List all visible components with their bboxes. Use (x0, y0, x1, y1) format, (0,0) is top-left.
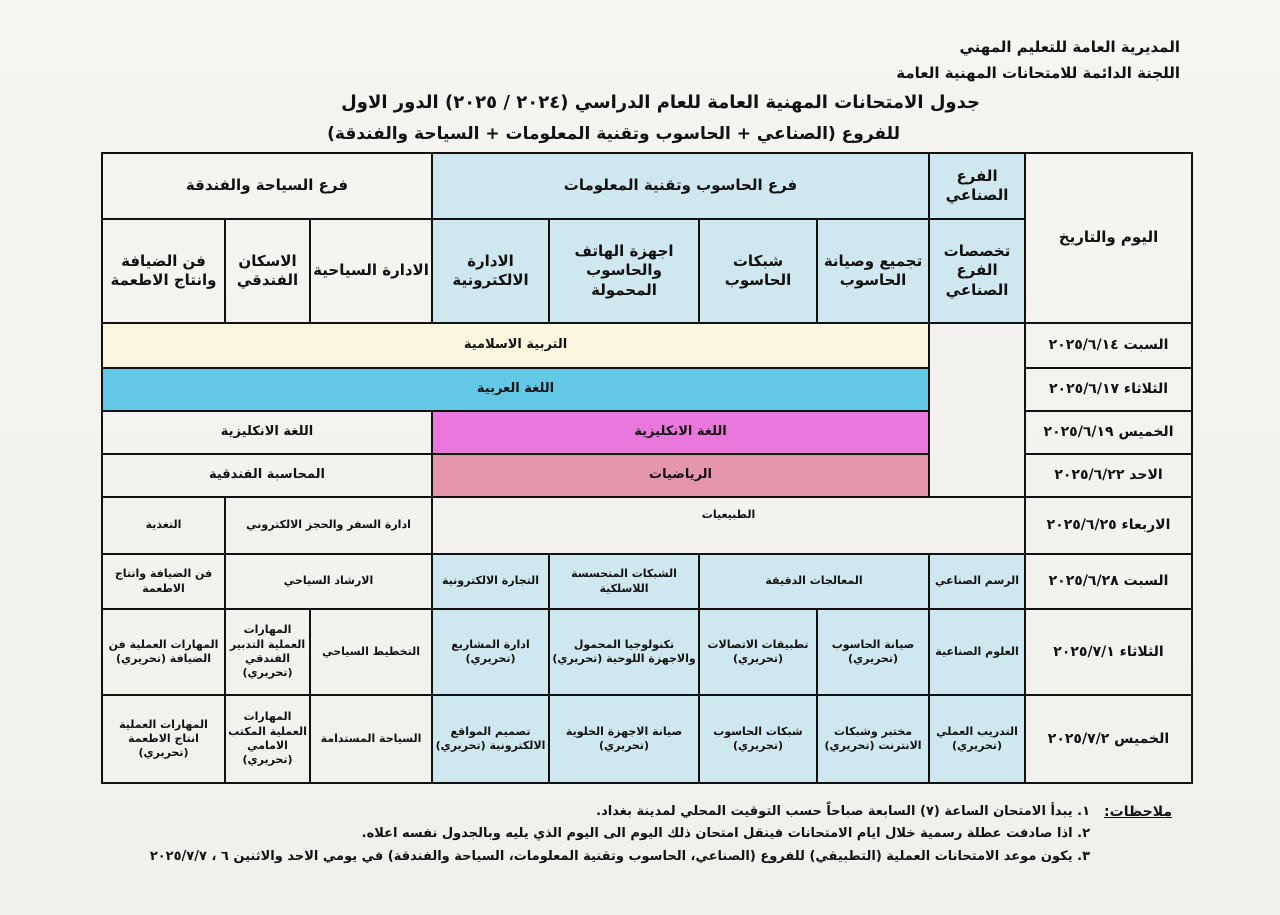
exam-subject: اللغة العربية (102, 368, 929, 411)
exam-subject: الارشاد السياحي (225, 554, 432, 609)
exam-subject: الشبكات المتحسسة اللاسلكية (549, 554, 699, 609)
exam-schedule-table (101, 152, 1193, 784)
exam-subject: المهارات العملية انتاج الاطعمة (تحريري) (102, 695, 225, 783)
exam-subject: مختبر وشبكات الانترنت (تحريري) (817, 695, 929, 783)
exam-subject: فن الضيافة وانتاج الاطعمة (102, 554, 225, 609)
col-computer-networks: شبكات الحاسوب (699, 219, 817, 323)
col-tourism-management: الادارة السياحية (310, 219, 432, 323)
row-day-date: الاحد ٢٠٢٥/٦/٢٢ (1025, 454, 1192, 497)
row-gap (929, 411, 1025, 454)
note-2: ٢. اذا صادفت عطلة رسمية خلال ايام الامتحانات فينقل امتحان ذلك اليوم الى اليوم الذي يليه وبالجدول نفسه اعلاه. (361, 826, 1090, 841)
industrial-branch-header: الفرع الصناعي (929, 153, 1025, 219)
exam-subject: المهارات العملية التدبير الفندقي (تحريري) (225, 609, 310, 695)
committee-name: اللجنة الدائمة للامتحانات المهنية العامة (896, 64, 1180, 82)
tourism-branch-header: فرع السياحة والفندقة (102, 153, 432, 219)
row-day-date: الثلاثاء ٢٠٢٥/٧/١ (1025, 609, 1192, 695)
row-day-date: الثلاثاء ٢٠٢٥/٦/١٧ (1025, 368, 1192, 411)
exam-subject: المهارات العملية المكتب الامامي (تحريري) (225, 695, 310, 783)
row-day-date: السبت ٢٠٢٥/٦/٢٨ (1025, 554, 1192, 609)
exam-subject: المعالجات الدقيقة (699, 554, 929, 609)
col-mobile-devices: اجهزة الهاتف والحاسوب المحمولة (549, 219, 699, 323)
exam-subject: شبكات الحاسوب (تحريري) (699, 695, 817, 783)
exam-subject: صيانة الاجهزة الخلوية (تحريري) (549, 695, 699, 783)
computer-branch-header: فرع الحاسوب وتقنية المعلومات (432, 153, 929, 219)
col-computer-maintenance: تجميع وصيانة الحاسوب (817, 219, 929, 323)
col-hospitality-food: فن الضيافة وانتاج الاطعمة (102, 219, 225, 323)
row-gap (929, 454, 1025, 497)
exam-subject: التربية الاسلامية (102, 323, 929, 368)
exam-subject: المحاسبة الفندقية (102, 454, 432, 497)
schedule-subtitle: للفروع (الصناعي + الحاسوب وتقنية المعلومات + السياحة والفندقة) (327, 124, 900, 144)
row-gap (929, 323, 1025, 368)
row-day-date: الاربعاء ٢٠٢٥/٦/٢٥ (1025, 497, 1192, 554)
directorate-name: المديرية العامة للتعليم المهني (959, 38, 1180, 56)
exam-subject: صيانة الحاسوب (تحريري) (817, 609, 929, 695)
industrial-specialties: تخصصات الفرع الصناعي (929, 219, 1025, 323)
exam-subject: المهارات العملية فن الضيافة (تحريري) (102, 609, 225, 695)
exam-subject: اللغة الانكليزية (102, 411, 432, 454)
row-gap (929, 368, 1025, 411)
row-day-date: الخميس ٢٠٢٥/٧/٢ (1025, 695, 1192, 783)
exam-subject: التخطيط السياحي (310, 609, 432, 695)
exam-subject: تكنولوجيا المحمول والاجهزة اللوحية (تحريري) (549, 609, 699, 695)
exam-subject: ادارة السفر والحجز الالكتروني (225, 497, 432, 554)
exam-subject: الرياضيات (432, 454, 929, 497)
exam-subject: السياحة المستدامة (310, 695, 432, 783)
row-day-date: السبت ٢٠٢٥/٦/١٤ (1025, 323, 1192, 368)
exam-subject: التغذية (102, 497, 225, 554)
day-date-header: اليوم والتاريخ (1025, 153, 1192, 323)
exam-subject: التدريب العملي (تحريري) (929, 695, 1025, 783)
row-day-date: الخميس ٢٠٢٥/٦/١٩ (1025, 411, 1192, 454)
exam-subject: التجارة الالكترونية (432, 554, 549, 609)
note-1: ١. يبدأ الامتحان الساعة (٧) السابعة صباحاً حسب التوقيت المحلي لمدينة بغداد. (596, 804, 1090, 819)
notes-label: ملاحظات: (1104, 804, 1172, 820)
exam-subject: ادارة المشاريع (تحريري) (432, 609, 549, 695)
exam-subject: الطبيعيات (432, 497, 1025, 554)
exam-subject: اللغة الانكليزية (432, 411, 929, 454)
col-e-management: الادارة الالكترونية (432, 219, 549, 323)
note-3: ٣. يكون موعد الامتحانات العملية (التطبيقي) للفروع (الصناعي، الحاسوب وتقنية المعلومات، السياحة والفندقة) في يومي الاحد والاثنين ٦ ، ٢٠٢٥/٧/٧ (149, 849, 1090, 864)
col-hotel-housing: الاسكان الفندقي (225, 219, 310, 323)
exam-subject: تطبيقات الاتصالات (تحريري) (699, 609, 817, 695)
exam-subject: الرسم الصناعي (929, 554, 1025, 609)
exam-subject: تصميم المواقع الالكترونية (تحريري) (432, 695, 549, 783)
exam-subject: العلوم الصناعية (929, 609, 1025, 695)
schedule-title: جدول الامتحانات المهنية العامة للعام الدراسي (٢٠٢٤ / ٢٠٢٥) الدور الاول (341, 92, 980, 113)
